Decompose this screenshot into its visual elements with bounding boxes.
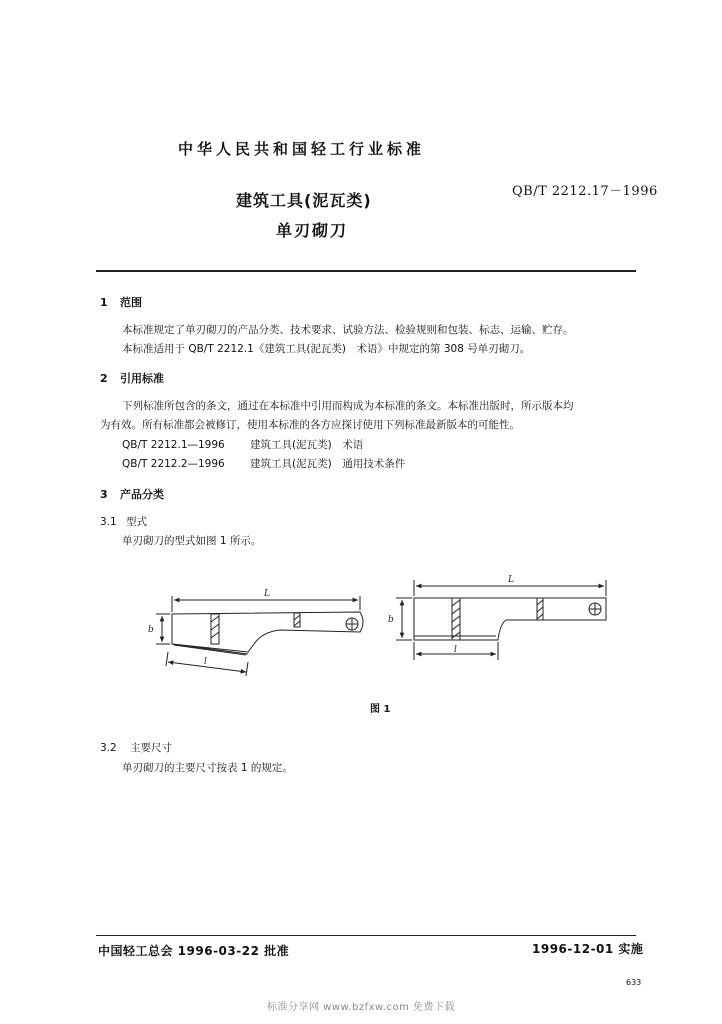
download-watermark: 标准分享网 www.bzfxw.com 免费下载	[267, 1002, 455, 1013]
section-2-para-line-1: 下列标准所包含的条文，通过在本标准中引用而构成为本标准的条文。本标准出版时，所示版本均	[122, 400, 574, 412]
approval-date: 中国轻工总会 1996-03-22 批准	[98, 944, 290, 958]
left-view	[156, 596, 363, 676]
subsection-3-2-text: 单刃砌刀的主要尺寸按表 1 的规定。	[122, 762, 293, 774]
page-number: 633	[626, 978, 642, 987]
dim-label-l: l	[204, 657, 207, 667]
section-title: 引用标准	[120, 372, 164, 385]
reference-title: 建筑工具(泥瓦类) 术语	[250, 439, 364, 451]
subsection-3-1-text: 单刃砌刀的型式如图 1 所示。	[122, 535, 262, 547]
footer-rule	[96, 935, 636, 936]
standard-number: QB/T 2212.17－1996	[512, 184, 658, 199]
section-1-para-2: 本标准适用于 QB/T 2212.1《建筑工具(泥瓦类) 术语》中规定的第 308 号单刃砌刀。	[122, 343, 531, 355]
section-number: 2	[100, 372, 108, 385]
subsection-title: 主要尺寸	[130, 742, 172, 754]
reference-code: QB/T 2212.2—1996	[122, 458, 225, 470]
standard-title-line1: 建筑工具(泥瓦类)	[236, 191, 372, 210]
standard-title-line2: 单刃砌刀	[276, 221, 349, 240]
section-title: 范围	[120, 296, 142, 309]
blade-outline	[172, 612, 363, 652]
subsection-number: 3.1	[100, 516, 117, 528]
figure-caption: 图 1	[370, 704, 391, 715]
implementation-date: 1996-12-01 实施	[532, 942, 644, 956]
dim-label-b: b	[148, 625, 154, 635]
reference-title: 建筑工具(泥瓦类) 通用技术条件	[250, 458, 406, 470]
dim-label-b: b	[388, 615, 394, 625]
right-view	[396, 580, 606, 660]
section-title: 产品分类	[120, 488, 164, 501]
dim-label-L: L	[508, 575, 514, 585]
issuing-organization: 中华人民共和国轻工行业标准	[178, 140, 426, 158]
section-1-para-1: 本标准规定了单刃砌刀的产品分类、技术要求、试验方法、检验规则和包装、标志、运输、贮存。	[122, 324, 574, 336]
subsection-3-2-heading	[100, 740, 172, 755]
dim-label-L: L	[264, 589, 270, 599]
subsection-number: 3.2	[100, 742, 117, 754]
subsection-title: 型式	[126, 516, 147, 528]
blade-outline	[414, 598, 606, 640]
section-number: 3	[100, 488, 108, 501]
section-number: 1	[100, 296, 108, 309]
reference-code: QB/T 2212.1—1996	[122, 439, 225, 451]
dim-label-l: l	[454, 645, 457, 655]
section-2-para-line-2: 为有效。所有标准都会被修订，使用本标准的各方应探讨使用下列标准最新版本的可能性。	[100, 419, 520, 431]
